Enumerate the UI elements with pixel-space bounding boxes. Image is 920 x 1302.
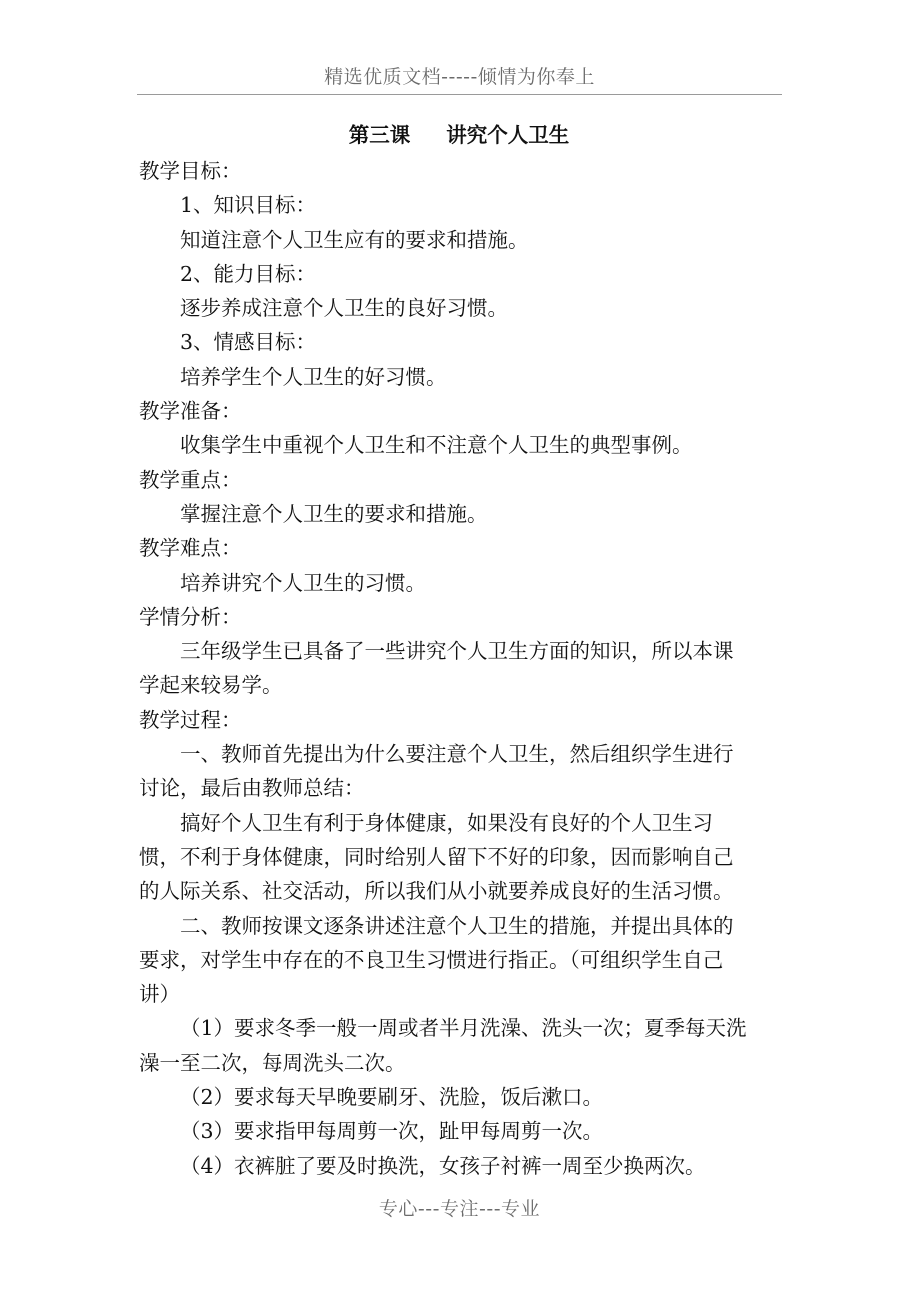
section-heading-difficulties: 教学难点： bbox=[139, 536, 242, 561]
text-item4: （4）衣裤脏了要及时换洗，女孩子衬裤一周至少换两次。 bbox=[180, 1153, 706, 1178]
text-knowledge: 知道注意个人卫生应有的要求和措施。 bbox=[180, 227, 529, 252]
text-summary-line-2: 惯，不利于身体健康，同时给别人留下不好的印象，因而影响自己 bbox=[139, 844, 734, 869]
text-step1-line-2: 讨论，最后由教师总结： bbox=[139, 776, 365, 801]
lesson-name: 讲究个人卫生 bbox=[446, 123, 570, 147]
subheading-knowledge: 1、知识目标： bbox=[180, 193, 317, 218]
subheading-emotion: 3、情感目标： bbox=[180, 330, 317, 355]
text-difficulties: 培养讲究个人卫生的习惯。 bbox=[180, 570, 426, 595]
lesson-title bbox=[139, 118, 779, 152]
text-emotion: 培养学生个人卫生的好习惯。 bbox=[180, 364, 447, 389]
text-step1-line-1: 一、教师首先提出为什么要注意个人卫生，然后组织学生进行 bbox=[180, 742, 734, 767]
text-item1-line-1: （1）要求冬季一般一周或者半月洗澡、洗头一次；夏季每天洗 bbox=[180, 1016, 747, 1041]
text-step2-line-3: 讲） bbox=[139, 982, 180, 1007]
header-divider bbox=[137, 94, 782, 95]
text-step2-line-2: 要求，对学生中存在的不良卫生习惯进行指正。（可组织学生自己 bbox=[139, 947, 724, 972]
text-item2: （2）要求每天早晚要刷牙、洗脸，饭后漱口。 bbox=[180, 1085, 604, 1110]
section-heading-process: 教学过程： bbox=[139, 707, 242, 732]
section-heading-analysis: 学情分析： bbox=[139, 604, 242, 629]
page-footer: 专心---专注---专业 bbox=[378, 1198, 541, 1220]
text-analysis-line-1: 三年级学生已具备了一些讲究个人卫生方面的知识，所以本课 bbox=[180, 639, 734, 664]
subheading-ability: 2、能力目标： bbox=[180, 261, 317, 286]
text-summary-line-1: 搞好个人卫生有利于身体健康，如果没有良好的个人卫生习 bbox=[180, 810, 713, 835]
text-summary-line-3: 的人际关系、社交活动，所以我们从小就要养成良好的生活习惯。 bbox=[139, 879, 734, 904]
lesson-number: 第三课 bbox=[348, 123, 411, 147]
text-item3: （3）要求指甲每周剪一次，趾甲每周剪一次。 bbox=[180, 1119, 604, 1144]
text-key-points: 掌握注意个人卫生的要求和措施。 bbox=[180, 501, 488, 526]
section-heading-goals: 教学目标： bbox=[139, 159, 242, 183]
page-header: 精选优质文档-----倾情为你奉上 bbox=[324, 66, 595, 88]
text-item1-line-2: 澡一至二次，每周洗头二次。 bbox=[139, 1050, 406, 1075]
document-body bbox=[139, 118, 779, 1183]
text-ability: 逐步养成注意个人卫生的良好习惯。 bbox=[180, 296, 508, 321]
text-preparation: 收集学生中重视个人卫生和不注意个人卫生的典型事例。 bbox=[180, 433, 693, 458]
section-heading-key-points: 教学重点： bbox=[139, 467, 242, 492]
section-heading-preparation: 教学准备： bbox=[139, 399, 242, 424]
text-step2-line-1: 二、教师按课文逐条讲述注意个人卫生的措施，并提出具体的 bbox=[180, 913, 734, 938]
text-analysis-line-2: 学起来较易学。 bbox=[139, 673, 283, 698]
